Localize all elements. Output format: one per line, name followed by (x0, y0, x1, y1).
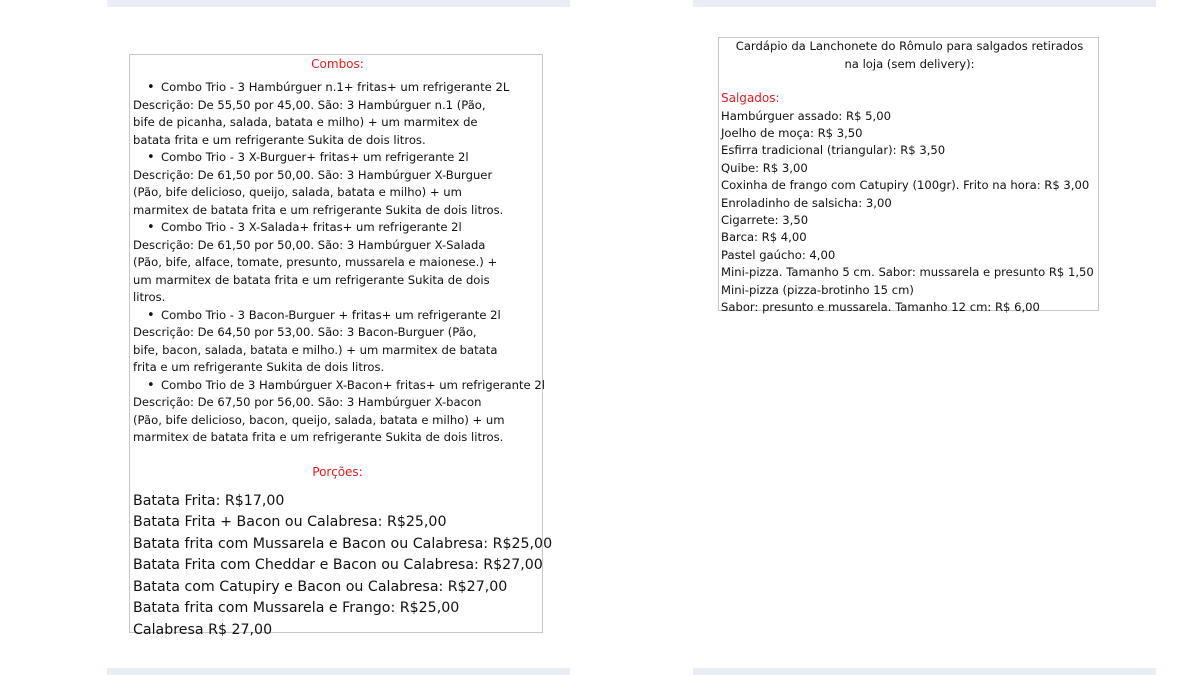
combo-item (133, 79, 542, 149)
salgado-item: Hambúrguer assado: R$ 5,00 (721, 108, 891, 123)
combo-item (133, 149, 542, 219)
combo-title: • Combo Trio - 3 X-Salada+ fritas+ um refrigerante 2l (133, 219, 542, 237)
salgado-item: Enroladinho de salsicha: 3,00 (721, 195, 892, 210)
salgados-menu-box (718, 37, 1099, 314)
porcao-item: Batata frita com Mussarela e Frango: R$25,00 (133, 600, 460, 617)
salgado-item: Pastel gaúcho: 4,00 (721, 247, 836, 262)
page-edge-bottom-left (107, 668, 570, 675)
porcoes-list (133, 491, 553, 642)
salgado-item: Coxinha de frango com Catupiry (100gr). Frito na hora: R$ 3,00 (721, 178, 1090, 193)
salgado-item: Mini-pizza. Tamanho 5 cm. Sabor: mussarela e presunto R$ 1,50 (721, 265, 1094, 280)
combo-title: • Combo Trio - 3 X-Burguer+ fritas+ um refrigerante 2l (133, 149, 542, 167)
combo-item (133, 219, 542, 307)
porcoes-heading: Porções: (312, 464, 363, 479)
page-edge-bottom-right (693, 668, 1156, 675)
salgados-title-line: Cardápio da Lanchonete do Rômulo para salgados retirados (735, 39, 1084, 53)
combos-list (133, 79, 545, 447)
combos-heading: Combos: (311, 57, 364, 71)
combos-menu-box (129, 54, 553, 639)
porcao-item: Batata Frita com Cheddar e Bacon ou Calabresa: R$27,00 (133, 557, 543, 574)
combo-description: Descrição: De 64,50 por 53,00. São: 3 Bacon-Burguer (Pão, bife, bacon, salada, batata e milho.) + um marmitex de batata frita e um refrigerante Sukita de dois litros. (133, 325, 498, 374)
combo-item (133, 307, 542, 377)
salgados-heading: Salgados: (721, 91, 780, 105)
porcao-item: Batata frita com Mussarela e Bacon ou Calabresa: R$25,00 (133, 535, 553, 552)
combo-title: • Combo Trio - 3 Bacon-Burguer + fritas+ um refrigerante 2l (133, 307, 542, 325)
salgado-item: Mini-pizza (pizza-brotinho 15 cm) (721, 282, 914, 297)
salgado-item: Cigarrete: 3,50 (721, 212, 809, 227)
combo-description: Descrição: De 67,50 por 56,00. São: 3 Hambúrguer X-bacon (Pão, bife delicioso, bacon, queijo, salada, batata e milho) + um marmitex de batata frita e um refrigerante Sukita de dois litros. (133, 395, 505, 444)
combo-item (133, 377, 545, 447)
combo-description: Descrição: De 61,50 por 50,00. São: 3 Hambúrguer X-Salada (Pão, bife, alface, tomate, presunto, mussarela e maionese.) + um marmitex de batata frita e um refrigerante Sukita de dois litros. (133, 237, 498, 304)
combo-title: • Combo Trio - 3 Hambúrguer n.1+ fritas+ um refrigerante 2L (133, 79, 542, 97)
combo-description: Descrição: De 61,50 por 50,00. São: 3 Hambúrguer X-Burguer (Pão, bife delicioso, queijo, salada, batata e milho) + um marmitex de batata frita e um refrigerante Sukita de dois litros. (133, 167, 504, 217)
salgados-title-line: na loja (sem delivery): (844, 56, 975, 71)
salgados-list (721, 108, 1098, 317)
combo-title: • Combo Trio de 3 Hambúrguer X-Bacon+ fritas+ um refrigerante 2l (133, 377, 542, 395)
salgado-item: Joelho de moça: R$ 3,50 (721, 125, 863, 140)
page-edge-top-left (107, 0, 570, 7)
porcao-item: Calabresa R$ 27,00 (133, 622, 273, 639)
salgado-item: Sabor: presunto e mussarela. Tamanho 12 cm: R$ 6,00 (721, 299, 1040, 314)
page-edge-top-right (693, 0, 1156, 7)
salgado-item: Quibe: R$ 3,00 (721, 160, 808, 175)
porcao-item: Batata Frita: R$17,00 (133, 492, 285, 509)
salgado-item: Esfirra tradicional (triangular): R$ 3,50 (721, 143, 946, 158)
porcao-item: Batata Frita + Bacon ou Calabresa: R$25,00 (133, 514, 447, 531)
porcao-item: Batata com Catupiry e Bacon ou Calabresa: R$27,00 (133, 578, 508, 595)
combo-description: Descrição: De 55,50 por 45,00. São: 3 Hambúrguer n.1 (Pão, bife de picanha, salada, batata e milho) + um marmitex de batata frita e um refrigerante Sukita de dois litros. (133, 97, 486, 147)
salgados-menu-title (721, 38, 1098, 73)
salgado-item: Barca: R$ 4,00 (721, 230, 807, 245)
